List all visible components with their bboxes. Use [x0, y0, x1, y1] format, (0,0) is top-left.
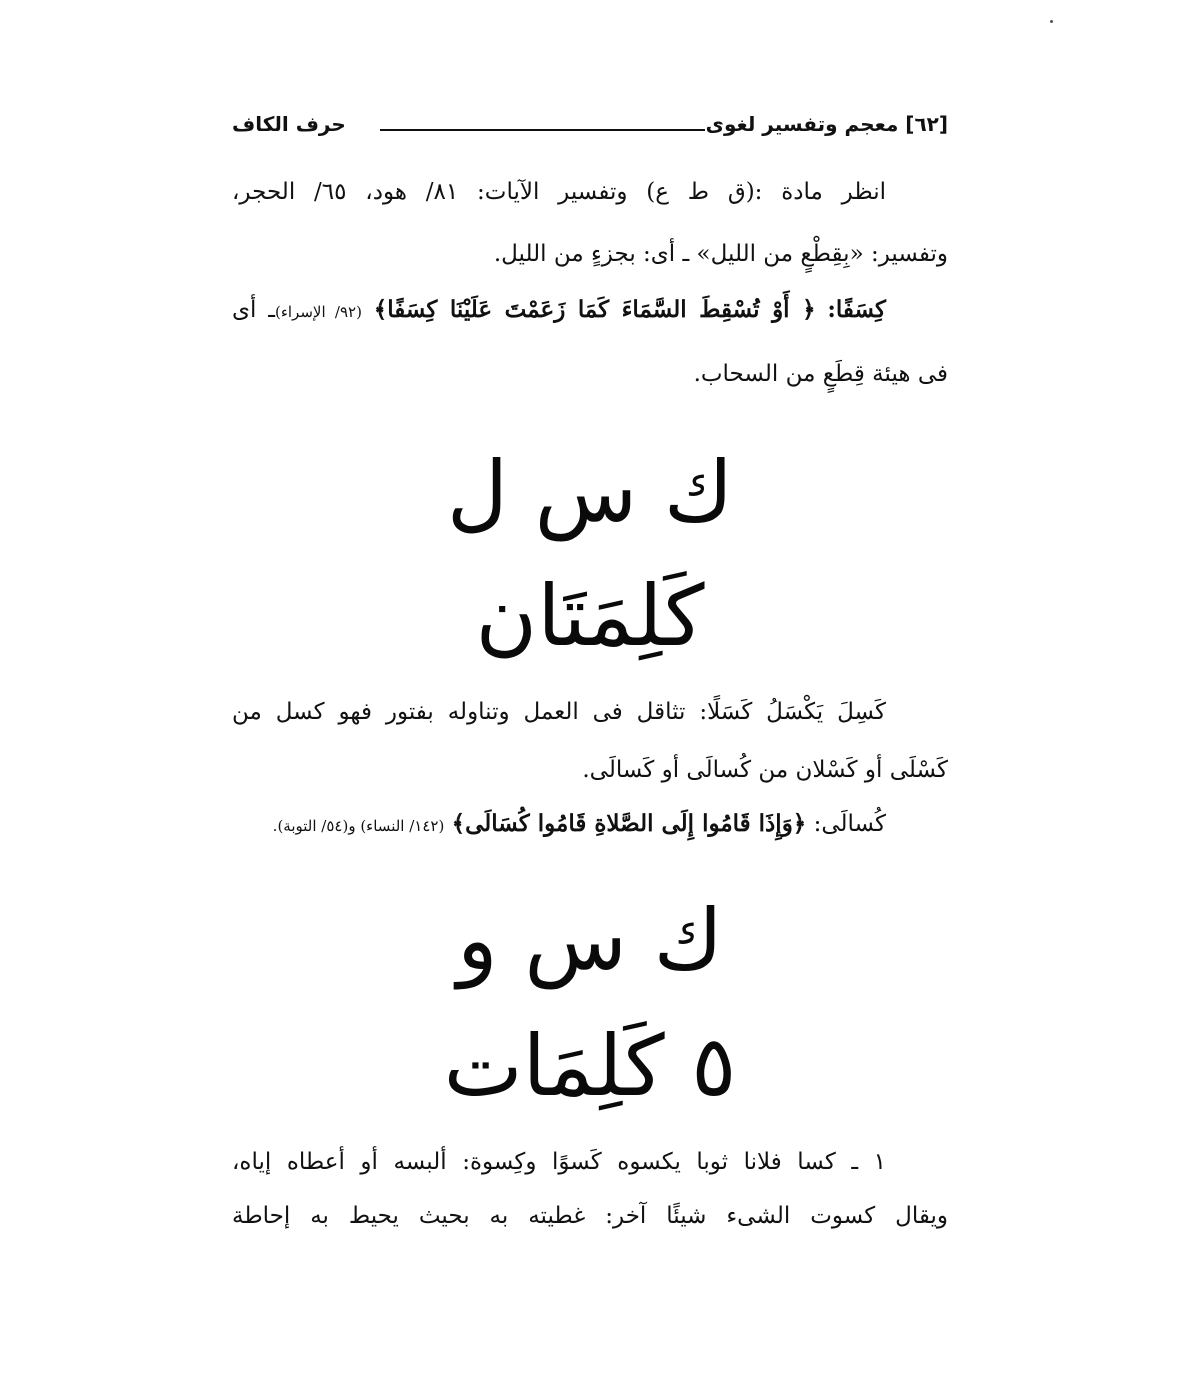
- entry-kasal-line-1: كَسِلَ يَكْسَلُ كَسَلًا: تثاقل فى العمل وتناوله بفتور فهو كسل من: [232, 699, 886, 725]
- entry-kasal-line-2: كَسْلَى أو كَسْلان من كُسالَى أو كَسالَى.: [582, 757, 948, 783]
- entry-kisf-headword: كِسَفًا:: [827, 296, 887, 323]
- root-heading-ksl: ك س ل: [446, 443, 734, 541]
- word-count-ksl: كَلِمَتَان: [475, 567, 705, 665]
- scan-speck: [1050, 20, 1053, 23]
- entry-kasal-headword: كُسالَى:: [813, 811, 886, 837]
- header-title: [٦٢] معجم وتفسير لغوى: [705, 112, 948, 136]
- verse-reference: (١٤٢/ النساء) و(٥٤/ التوبة).: [272, 817, 445, 835]
- entry-kisf-tail: ـ أى: [232, 297, 275, 323]
- header-rule: [380, 129, 705, 131]
- root-heading-ksw: ك س و: [457, 891, 723, 989]
- running-header: [232, 112, 948, 142]
- entry-kasal-line-3: [232, 808, 948, 842]
- entry-kasa-line-1: ١ ـ كسا فلانا ثوبا يكسوه كَسوًا وكِسوة: ألبسه أو أعطاه إياه،: [232, 1149, 886, 1175]
- entry-kisf-line-2: وتفسير: «بِقِطْعٍ من الليل» ـ أى: بجزءٍ من الليل.: [493, 241, 948, 267]
- entry-kisf-line-4: فى هيئة قِطَعٍ من السحاب.: [693, 361, 948, 387]
- verse-reference: (٩٢/ الإسراء): [274, 303, 362, 321]
- quran-quote: ﴿وَإِذَا قَامُوا إِلَى الصَّلاةِ قَامُوا كُسَالَى﴾: [451, 810, 807, 837]
- entry-kisf-line-1: انظر مادة :(ق ط ع) وتفسير الآيات: ٨١/ هود، ٦٥/ الحجر،: [232, 179, 886, 205]
- header-section: حرف الكاف: [232, 112, 346, 136]
- entry-kasa-line-2: ويقال كسوت الشىء شيئًا آخر: غطيته به بحيث يحيط به إحاطة: [232, 1203, 948, 1229]
- entry-kisf-line-3: [232, 294, 948, 328]
- quran-quote: ﴿ أَوْ تُسْقِطَ السَّمَاءَ كَمَا زَعَمْتَ عَلَيْنَا كِسَفًا﴾: [373, 296, 816, 323]
- word-count-ksw: ٥ كَلِمَات: [443, 1017, 737, 1115]
